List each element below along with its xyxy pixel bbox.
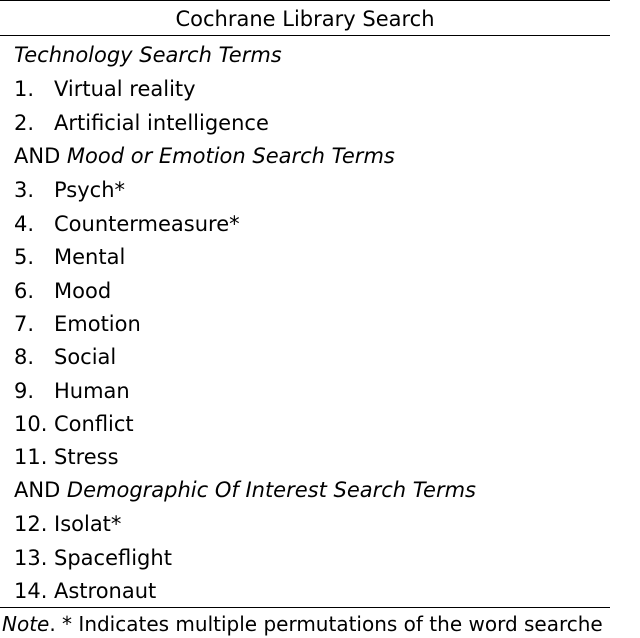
item-number: 12. [14, 512, 48, 536]
note-text: . * Indicates multiple permutations of the word searche [49, 612, 603, 636]
item-number: 3. [14, 178, 35, 202]
item-term: Countermeasure* [54, 212, 240, 236]
list-item [14, 277, 111, 305]
section-heading-mood [14, 142, 395, 170]
item-number: 14. [14, 579, 48, 603]
item-number: 1. [14, 77, 35, 101]
item-term: Isolat* [54, 512, 122, 536]
list-item [14, 75, 196, 103]
item-term: Virtual reality [54, 77, 196, 101]
list-item [14, 176, 125, 204]
table-bottom-rule [0, 607, 610, 608]
list-item [14, 544, 172, 572]
section-prefix: AND [14, 478, 67, 502]
list-item [14, 243, 125, 271]
note-label: Note [2, 612, 50, 636]
list-item [14, 443, 119, 471]
item-term: Mood [54, 279, 112, 303]
item-number: 7. [14, 312, 35, 336]
section-heading-label: Technology Search Terms [14, 43, 282, 67]
section-heading-label: Mood or Emotion Search Terms [66, 144, 395, 168]
list-item [14, 210, 240, 238]
section-heading-label: Demographic Of Interest Search Terms [66, 478, 476, 502]
list-item [14, 343, 116, 371]
item-number: 8. [14, 345, 35, 369]
list-item [14, 577, 156, 605]
list-item [14, 377, 130, 405]
section-heading-technology [14, 41, 282, 69]
item-term: Emotion [54, 312, 141, 336]
item-number: 4. [14, 212, 35, 236]
item-number: 6. [14, 279, 35, 303]
item-number: 9. [14, 379, 35, 403]
list-item [14, 310, 141, 338]
item-term: Spaceflight [54, 546, 172, 570]
item-term: Conflict [54, 412, 134, 436]
item-term: Social [54, 345, 117, 369]
item-number: 10. [14, 412, 48, 436]
item-term: Psych* [54, 178, 126, 202]
section-prefix: AND [14, 144, 67, 168]
item-number: 2. [14, 111, 35, 135]
item-number: 13. [14, 546, 48, 570]
list-item [14, 109, 269, 137]
section-heading-demographic [14, 476, 476, 504]
table-note [2, 610, 603, 638]
item-number: 11. [14, 445, 48, 469]
table-title: Cochrane Library Search [0, 0, 610, 36]
item-number: 5. [14, 245, 35, 269]
item-term: Mental [54, 245, 126, 269]
item-term: Astronaut [54, 579, 157, 603]
item-term: Stress [54, 445, 119, 469]
list-item [14, 510, 121, 538]
item-term: Human [54, 379, 130, 403]
list-item [14, 410, 134, 438]
item-term: Artificial intelligence [54, 111, 269, 135]
